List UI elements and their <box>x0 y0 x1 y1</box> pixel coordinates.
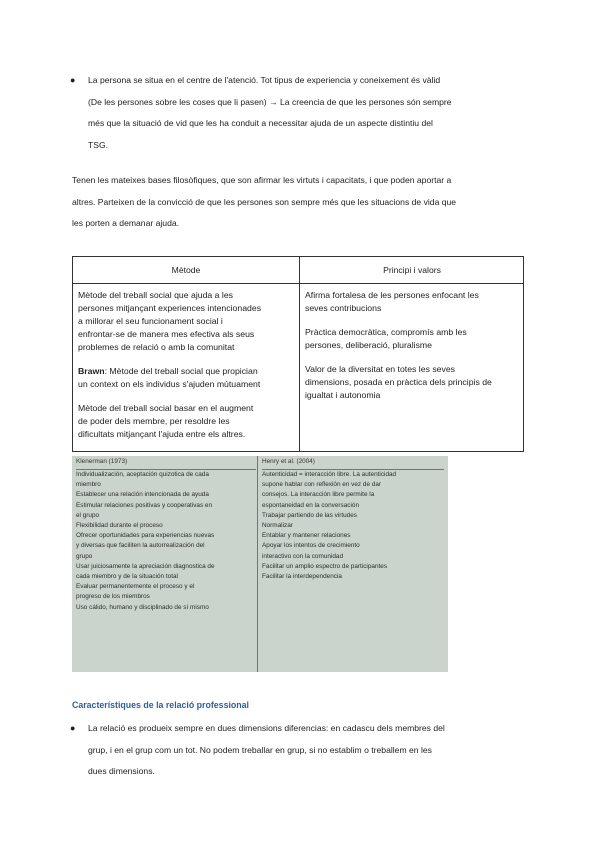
author-name: Brawn <box>78 366 105 376</box>
text-line: grupo <box>76 552 93 560</box>
scanned-header-left: Klenerman (1973) <box>76 456 256 470</box>
text-line: (De les persones sobre les coses que li pasen) → La creencia de que les persones són sempre <box>88 96 452 107</box>
text-line: progreso de los miembros <box>76 593 150 601</box>
text-line: Facilitar la interdependencia <box>262 573 342 581</box>
text-line: persones mitjançant experiences intencionades <box>78 303 262 313</box>
bullet-icon: ● <box>70 75 76 85</box>
text-line: Flexibilidad durante el proceso <box>76 522 163 530</box>
body-paragraph <box>72 170 530 235</box>
text-line: Afirma fortalesa de les persones enfocant les <box>305 290 479 300</box>
text-line: Usar juiciosamente la apreciación diagnostica de <box>76 562 215 570</box>
text-line: Valor de la diversitat en totes les seves <box>305 364 456 374</box>
text-line: La persona se situa en el centre de l'atenció. Tot tipus de experiencia y coneixement és vàlid <box>88 75 441 85</box>
cell-paragraph <box>78 289 296 354</box>
text-line: dimensions, posada en pràctica dels principis de <box>305 377 492 387</box>
table-header-principles: Principi i valors <box>383 265 441 275</box>
text-line: Estimular relaciones positivas y cooperativas en <box>76 501 213 509</box>
cell-paragraph <box>305 363 521 402</box>
text-line: miembro <box>76 481 101 489</box>
text-line: Trabajar partiendo de las virtudes <box>262 511 357 519</box>
table-header-method: Mètode <box>171 265 201 275</box>
text-line: dues dimensions. <box>88 766 155 776</box>
text-line: Pràctica democràtica, compromís amb les <box>305 327 467 337</box>
bullet-icon: ● <box>70 723 76 733</box>
text-line: Autenticidad = interacción libre. La autenticidad <box>262 471 397 478</box>
text-line: grup, i en el grup com un tot. No podem treballar en grup, si no establim o treballem en les <box>88 744 432 755</box>
text-line: a millorar el seu funcionament social i <box>78 316 223 326</box>
scanned-header-right: Henry et al. (2004) <box>262 456 444 470</box>
cell-paragraph <box>305 326 521 352</box>
text-line: consejos. La interacción libre permite la <box>262 491 375 499</box>
text-line: més que la situació de vid que les ha conduit a necessitar ajuda de un aspecte distintiu del <box>88 118 433 128</box>
text-line: igualtat i autonomia <box>305 390 381 400</box>
table-divider <box>73 283 523 284</box>
text-line: Uso cálido, humano y disciplinado de sí mismo <box>76 603 209 611</box>
text-fragment: : Mètode del treball social que propician <box>104 366 258 376</box>
text-line: Establecer una relación intencionada de ayuda <box>76 491 209 499</box>
cell-paragraph <box>305 289 521 315</box>
text-line: Apoyar los intentos de crecimiento <box>262 542 360 550</box>
bullet-item-relation-dimensions <box>70 718 528 783</box>
text-line: Ofrecer oportunidades para experiencias nuevas <box>76 532 215 540</box>
text-line: Tenen les mateixes bases filosòfiques, que son afirmar les virtuts i capacitats, i que poden aportar a <box>72 175 452 185</box>
text-line: Mètode del treball social basar en el augment <box>78 403 254 413</box>
method-principles-table <box>72 256 524 452</box>
table-divider <box>299 257 300 451</box>
text-line: supone hablar con reflexión en vez de dar <box>262 481 382 489</box>
text-line: persones, deliberació, pluralisme <box>305 340 432 350</box>
scanned-column-left <box>76 470 255 613</box>
bullet-item-persona-centre <box>70 70 528 156</box>
text-line: de poder dels membre, per resoldre les <box>78 416 230 426</box>
text-line: dificultats mitjançant l'ajuda entre els altres. <box>78 429 246 439</box>
cell-paragraph <box>78 365 296 391</box>
text-line: Evaluar permanentemente el proceso y el <box>76 583 195 591</box>
text-line: altres. Parteixen de la convicció de que les persones son sempre més que les situacions de vida que <box>72 196 457 207</box>
text-line: Facilitar un amplio espectro de participantes <box>262 562 388 570</box>
text-line: Individualización, aceptación quizotica de cada <box>76 471 209 478</box>
text-line: TSG. <box>88 139 109 150</box>
text-line: La relació es produeix sempre en dues dimensions diferencias: en cadascu dels membres del <box>88 723 445 733</box>
cell-paragraph <box>78 402 296 441</box>
table-cell-method <box>78 289 296 452</box>
text-line: enfrontar-se de manera mes efectiva als seus <box>78 329 255 339</box>
text-line: les porten a demanar ajuda. <box>72 218 180 228</box>
text-line: Mètode del treball social que ajuda a les <box>78 290 234 300</box>
text-line: Entablar y mantener relaciones <box>262 532 351 540</box>
text-line: problemes de relació o amb la comunitat <box>78 342 235 352</box>
scanned-column-right <box>262 470 444 582</box>
text-line: cada miembro y de la situación total <box>76 573 178 581</box>
section-heading: Característiques de la relació professional <box>72 700 249 710</box>
text-line: Normalizar <box>262 522 293 530</box>
scanned-comparison-table <box>72 456 448 672</box>
text-line: seves contribucions <box>305 303 382 313</box>
text-line <box>78 365 296 378</box>
text-line: el grupo <box>76 511 100 519</box>
table-divider <box>257 456 258 672</box>
text-line: espontaneidad en la conversación <box>262 501 359 509</box>
text-line: un context on els individus s'ajuden mútuament <box>78 379 261 389</box>
table-cell-principles <box>305 289 521 413</box>
text-line: y diversas que faciliten la autorrealización del <box>76 542 205 550</box>
text-line: interactivo con la comunidad <box>262 552 343 560</box>
